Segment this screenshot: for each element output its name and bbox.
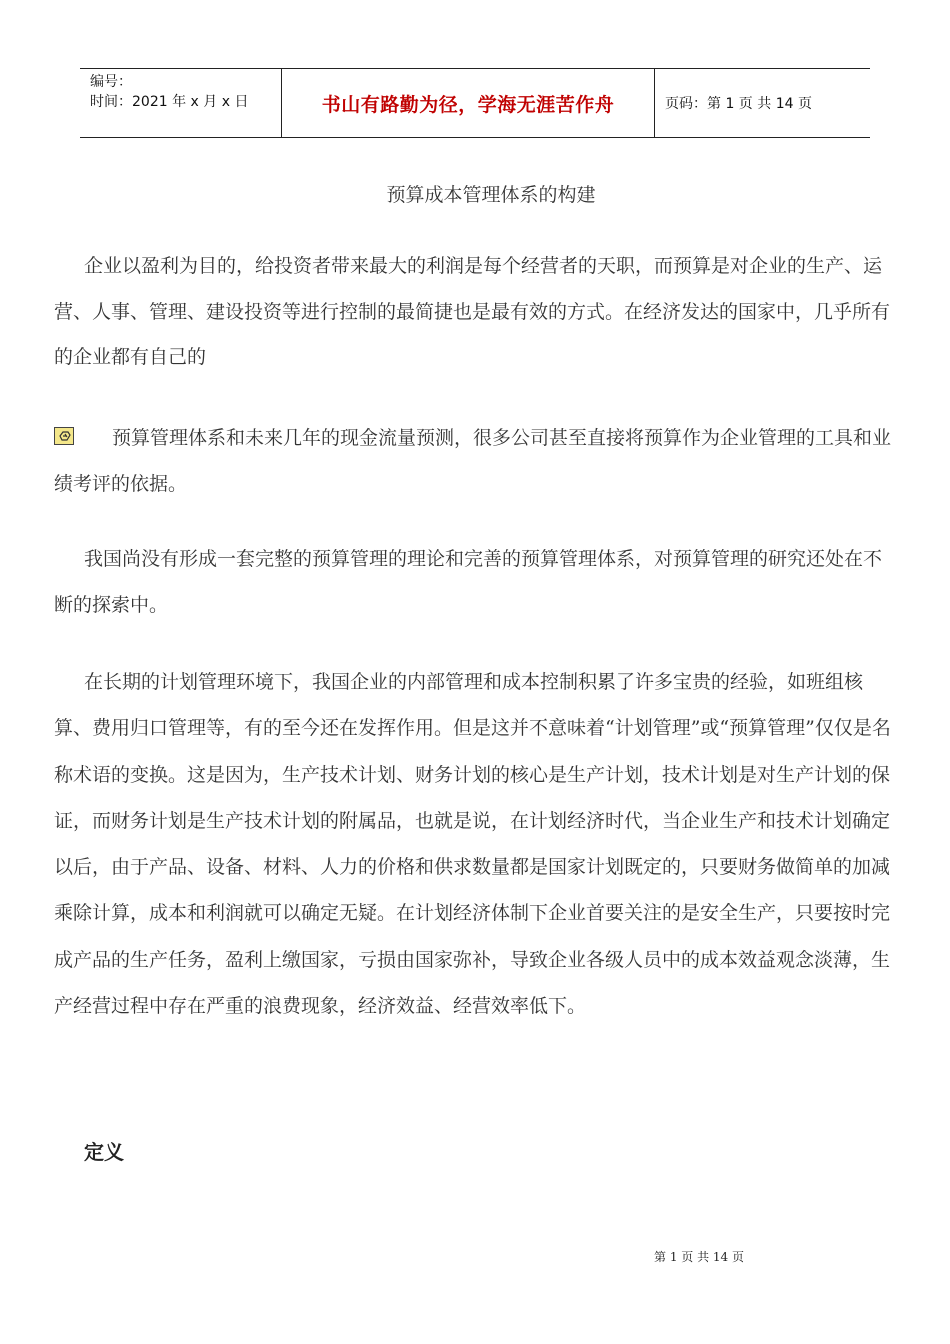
page-footer: 第 1 页 共 14 页 [654,1250,744,1264]
paragraph-4: 在长期的计划管理环境下，我国企业的内部管理和成本控制积累了许多宝贵的经验，如班组核算、费用归口管理等，有的至今还在发挥作用。但是这并不意味着“计划管理”或“预算管理”仅仅是名称术语的变换。这是因为，生产技术计划、财务计划的核心是生产计划，技术计划是对生产计划的保证，而财务计划是生产技术计划的附属品，也就是说，在计划经济时代，当企业生产和技术计划确定以后，由于产品、设备、材料、人力的价格和供求数量都是国家计划既定的，只要财务做简单的加减乘除计算，成本和利润就可以确定无疑。在计划经济体制下企业首要关注的是安全生产，只要按时完成产品的生产任务，盈利上缴国家，亏损由国家弥补，导致企业各级人员中的成本效益观念淡薄，生产经营过程中存在严重的浪费现象，经济效益、经营效率低下。 [54,671,891,1018]
paragraph-2-text: 预算管理体系和未来几年的现金流量预测，很多公司甚至直接将预算作为企业管理的工具和业绩考评的依据。 [54,427,892,495]
paragraph-2 [54,415,896,507]
section-heading-definition: 定义 [84,1140,124,1164]
header-time: 时间：2021 年 x 月 x 日 [90,94,249,110]
paragraph-2-lead [54,429,112,449]
header-motto: 书山有路勤为径，学海无涯苦作舟 [321,93,615,116]
document-title: 预算成本管理体系的构建 [386,184,596,206]
header-meta [80,69,281,137]
header-number: 编号： [90,74,132,90]
header-page-cell [655,69,870,137]
header-page-number: 页码：第 1 页 共 14 页 [665,96,812,112]
comment-marker-icon[interactable] [54,427,74,445]
paragraph-1: 企业以盈利为目的，给投资者带来最大的利润是每个经营者的天职，而预算是对企业的生产、运营、人事、管理、建设投资等进行控制的最简捷也是最有效的方式。在经济发达的国家中，几乎所有的企业都有自己的 [54,255,891,368]
header-motto-cell [281,69,655,137]
page-header [80,68,870,138]
paragraph-3: 我国尚没有形成一套完整的预算管理的理论和完善的预算管理体系，对预算管理的研究还处在不断的探索中。 [54,548,883,616]
